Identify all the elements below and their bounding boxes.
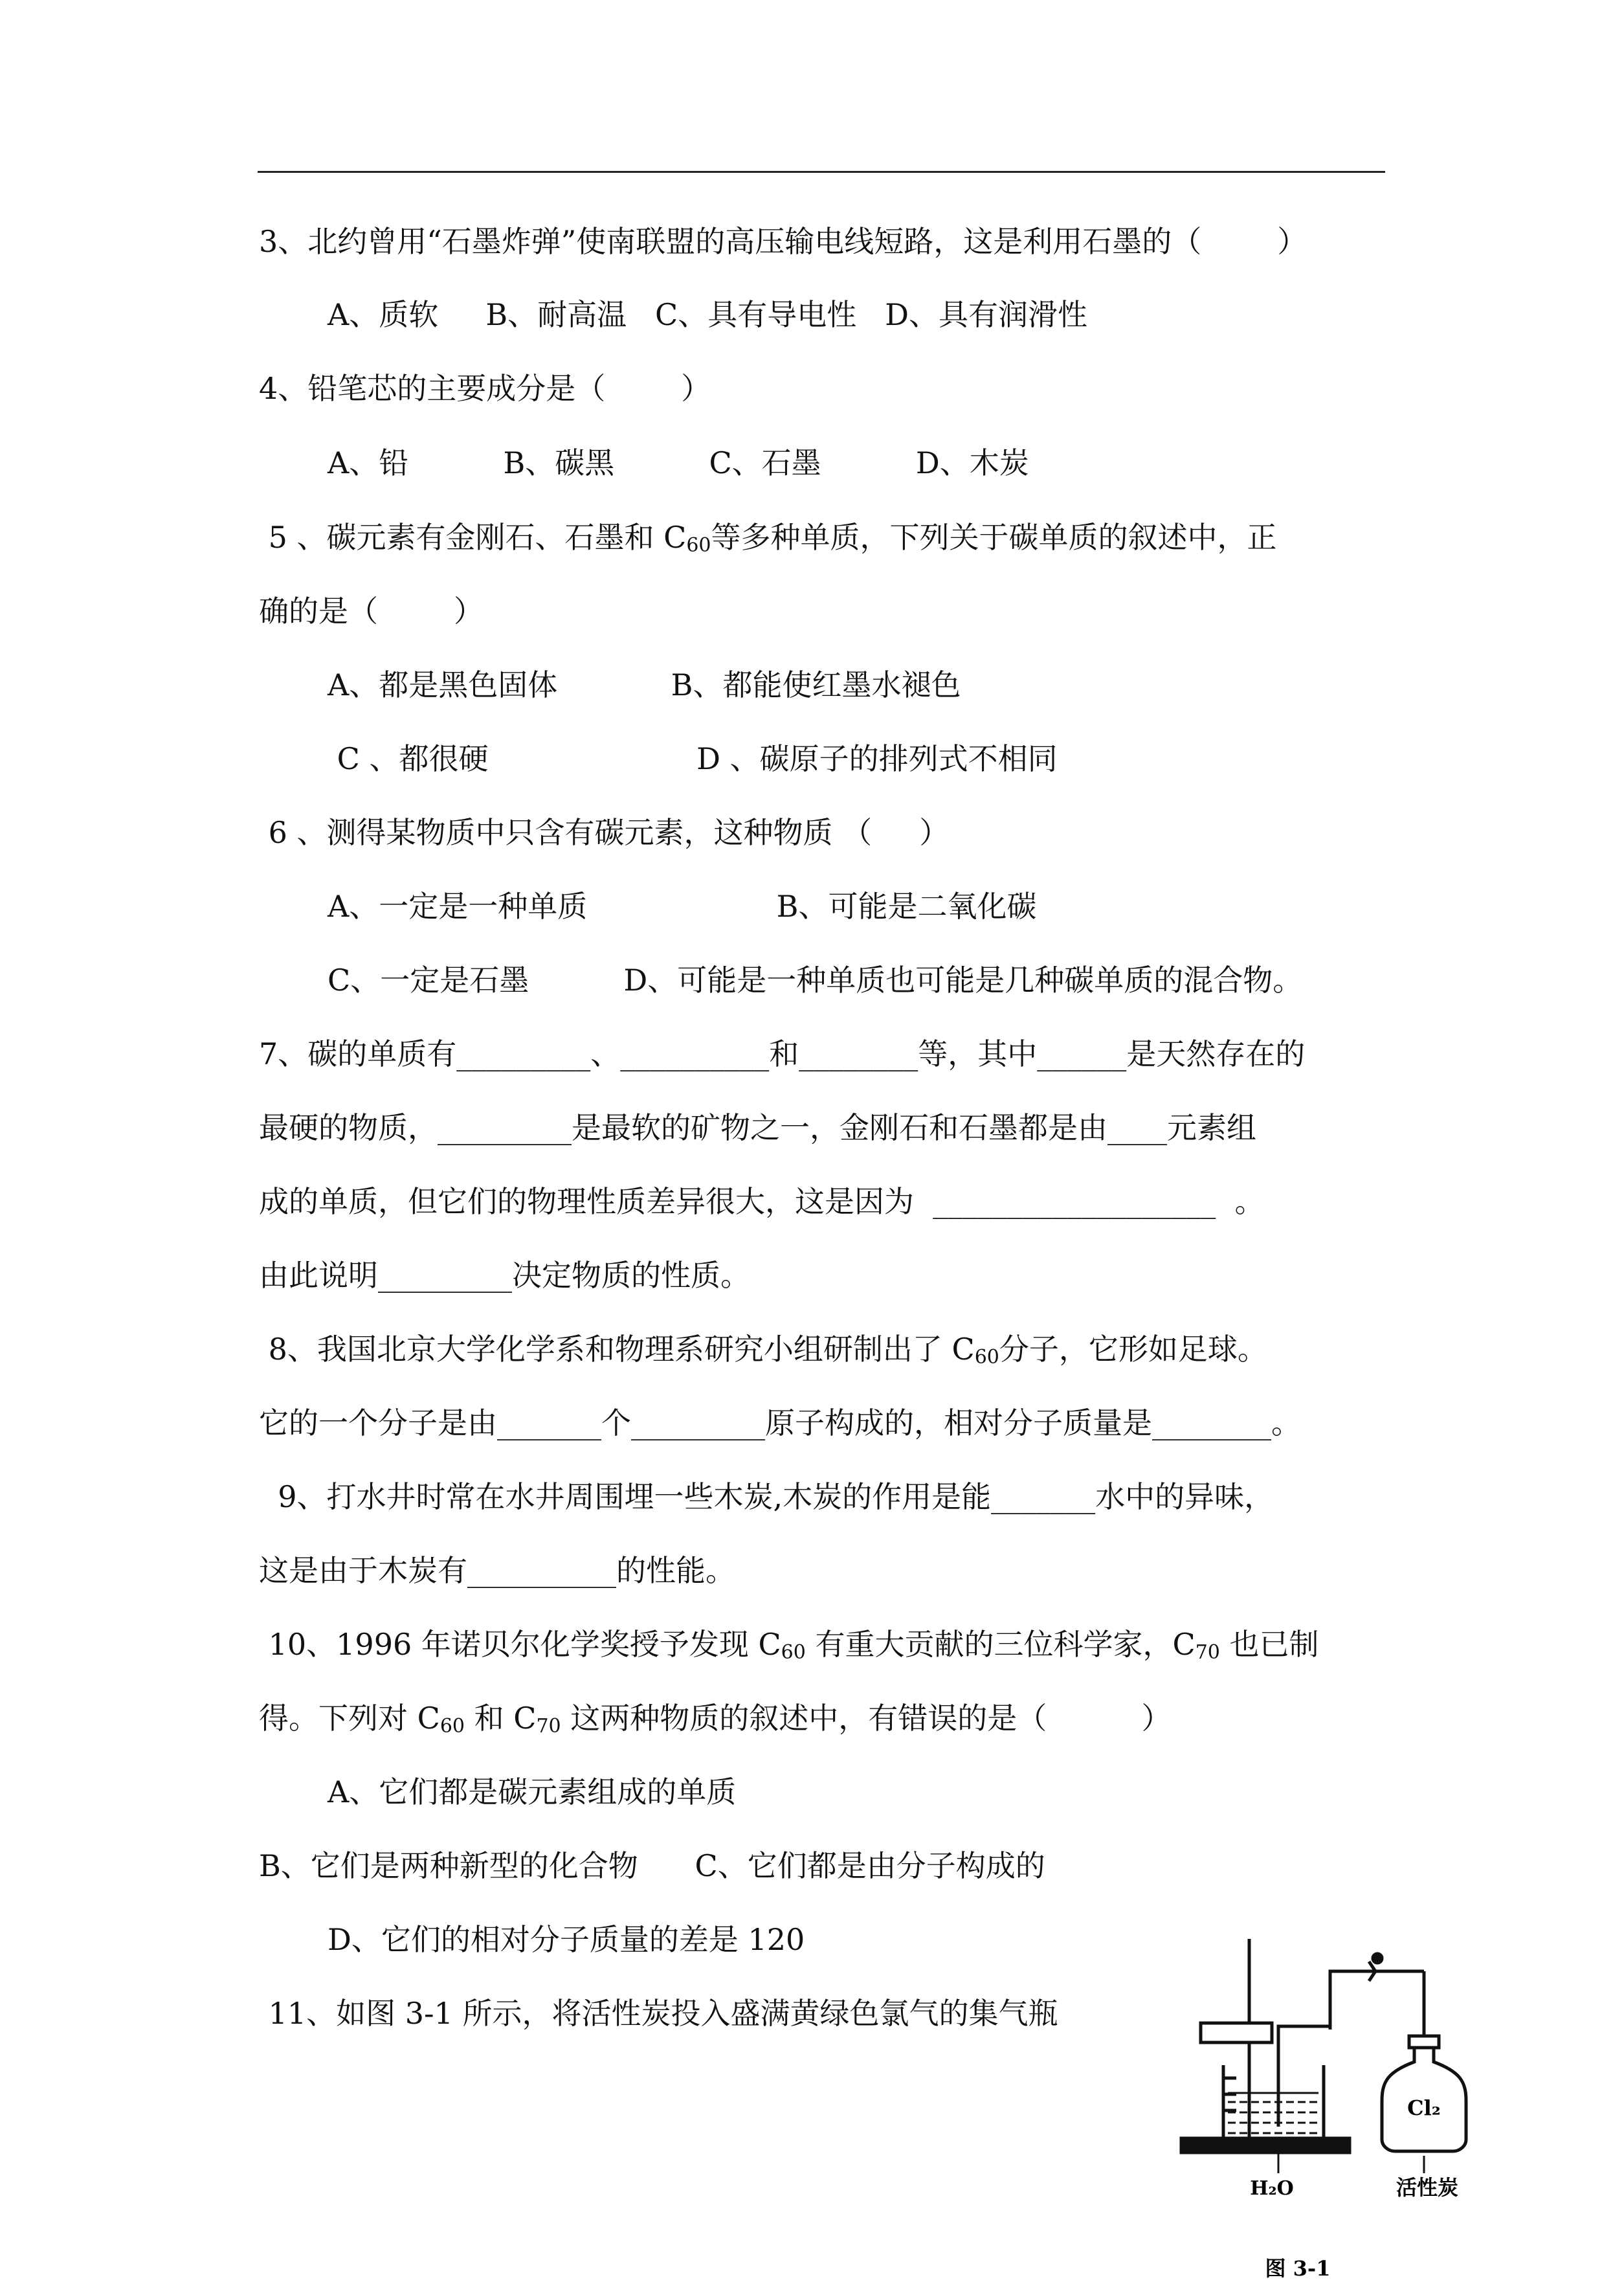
q7-line4: 由此说明_________决定物质的性质。: [259, 1258, 750, 1293]
q6-options-2: C、一定是石墨 D、可能是一种单质也可能是几种碳单质的混合物。: [328, 963, 1303, 998]
q5-options-1: A、都是黑色固体 B、都能使红墨水褪色: [328, 667, 961, 702]
q4-options: A、铅 B、碳黑 C、石墨 D、木炭: [328, 445, 1029, 480]
q7-line3: 成的单质，但它们的物理性质差异很大，这是因为 ___________________ 。: [259, 1184, 1265, 1219]
q10-option-d: D、它们的相对分子质量的差是 120: [328, 1922, 805, 1957]
q4-stem: 4、铅笔芯的主要成分是（ ）: [259, 371, 711, 406]
h2o-label: H₂O: [1250, 2177, 1294, 2200]
q7-line2: 最硬的物质，_________是最软的矿物之一，金刚石和石墨都是由____元素组: [259, 1110, 1256, 1145]
q8-line1: 8、我国北京大学化学系和物理系研究小组研制出了 $C_{60}$分子，它形如足球。: [259, 1332, 1267, 1369]
q10-line1: 10、1996 年诺贝尔化学奖授予发现 $C_{60}$ 有重大贡献的三位科学家，$C_{70}$ 也已制: [259, 1627, 1319, 1664]
q3-options: A、质软 B、耐高温 C、具有导电性 D、具有润滑性: [328, 297, 1087, 332]
q6-stem: 6 、测得某物质中只含有碳元素，这种物质 （ ）: [259, 815, 950, 850]
upper-tube: [1330, 1971, 1424, 2010]
q3-stem: 3、北约曾用“石墨炸弹”使南联盟的高压输电线短路，这是利用石墨的（ ）: [259, 224, 1307, 259]
beaker: [1223, 2065, 1324, 2140]
figure-caption: 图 3-1: [1265, 2256, 1331, 2281]
clamp: [1201, 2023, 1272, 2042]
q9-line1: 9、打水井时常在水井周围埋一些木炭,木炭的作用是能_______水中的异味，: [259, 1479, 1274, 1514]
q6-options-1: A、一定是一种单质 B、可能是二氧化碳: [328, 889, 1037, 924]
q5-stem: 5 、碳元素有金刚石、石墨和 $C_{60}$等多种单质，下列关于碳单质的叙述中，正: [259, 520, 1277, 557]
q10-option-bc: B、它们是两种新型的化合物 C、它们都是由分子构成的: [259, 1848, 1045, 1883]
q10-option-a: A、它们都是碳元素组成的单质: [328, 1774, 737, 1809]
q10-line2: 得。下列对 $C_{60}$ 和 $C_{70}$ 这两种物质的叙述中，有错误的是（ ）: [259, 1701, 1172, 1738]
q8-line2: 它的一个分子是由_______个_________原子构成的，相对分子质量是________。: [259, 1405, 1301, 1440]
header-rule: [258, 171, 1385, 173]
q7-line1: 7、碳的单质有_________、__________和________等，其中______是天然存在的: [259, 1036, 1306, 1071]
q11-stem: 11、如图 3-1 所示，将活性炭投入盛满黄绿色氯气的集气瓶: [259, 1996, 1058, 2031]
carbon-label: 活性炭: [1396, 2175, 1459, 2200]
bottle-label: Cl₂: [1407, 2096, 1441, 2120]
q5-stem-line2: 确的是（ ）: [259, 594, 484, 629]
q9-line2: 这是由于木炭有__________的性能。: [259, 1553, 735, 1588]
q5-options-2: C 、都很硬 D 、碳原子的排列式不相同: [328, 741, 1058, 776]
water-hatching: [1228, 2093, 1318, 2133]
apparatus-figure: [1175, 1932, 1495, 2293]
